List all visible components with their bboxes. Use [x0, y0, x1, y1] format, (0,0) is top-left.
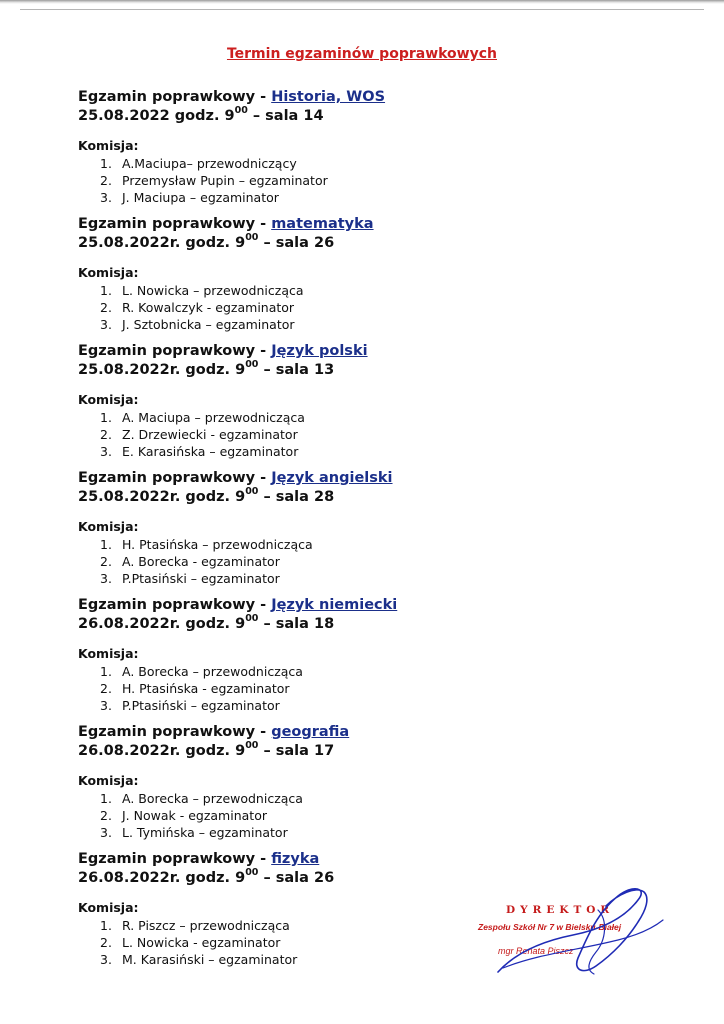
member-name-role: Z. Drzewiecki - egzaminator	[122, 427, 298, 442]
member-name-role: A. Borecka – przewodnicząca	[122, 664, 303, 679]
exam-section	[78, 342, 638, 469]
exam-section	[78, 723, 638, 850]
page-title: Termin egzaminów poprawkowych	[226, 46, 498, 62]
scan-top-edge	[0, 0, 724, 4]
member-number: 2.	[100, 300, 112, 315]
member-name-role: A. Borecka – przewodnicząca	[122, 791, 303, 806]
exam-room: – sala 26	[258, 870, 335, 886]
exam-date: 26.08.2022r. godz. 9	[78, 743, 246, 759]
member-number: 3.	[100, 825, 112, 840]
exam-date-line	[78, 615, 638, 634]
commission-member	[100, 663, 638, 680]
member-number: 3.	[100, 317, 112, 332]
exam-time-minutes: 00	[245, 486, 259, 498]
commission-list	[78, 409, 638, 460]
member-number: 1.	[100, 283, 112, 298]
member-name-role: L. Tymińska – egzaminator	[122, 825, 288, 840]
exam-heading	[78, 723, 638, 742]
exam-prefix: Egzamin poprawkowy -	[78, 470, 272, 486]
member-name-role: A.Maciupa– przewodniczący	[122, 156, 297, 171]
exam-date: 26.08.2022r. godz. 9	[78, 616, 246, 632]
member-name-role: R. Piszcz – przewodnicząca	[122, 918, 290, 933]
exam-date: 25.08.2022r. godz. 9	[78, 362, 246, 378]
exam-time-minutes: 00	[245, 740, 259, 752]
member-number: 1.	[100, 156, 112, 171]
exam-heading	[78, 850, 638, 869]
commission-label: Komisja:	[78, 646, 139, 661]
commission-label: Komisja:	[78, 138, 139, 153]
member-name-role: P.Ptasiński – egzaminator	[122, 698, 280, 713]
commission-member	[100, 807, 638, 824]
member-name-role: A. Maciupa – przewodnicząca	[122, 410, 305, 425]
exam-date-line	[78, 361, 638, 380]
member-name-role: A. Borecka - egzaminator	[122, 554, 280, 569]
exam-prefix: Egzamin poprawkowy -	[78, 851, 272, 867]
exam-date: 25.08.2022 godz. 9	[78, 108, 235, 124]
exam-room: – sala 28	[258, 489, 335, 505]
commission-member	[100, 189, 638, 206]
exam-prefix: Egzamin poprawkowy -	[78, 724, 272, 740]
exam-prefix: Egzamin poprawkowy -	[78, 597, 272, 613]
member-name-role: P.Ptasiński – egzaminator	[122, 571, 280, 586]
commission-member	[100, 697, 638, 714]
member-number: 1.	[100, 791, 112, 806]
commission-member	[100, 536, 638, 553]
exam-room: – sala 26	[258, 235, 335, 251]
exam-heading	[78, 88, 638, 107]
exam-date-line	[78, 742, 638, 761]
exam-time-minutes: 00	[234, 105, 248, 117]
exam-heading	[78, 596, 638, 615]
signature-scribble	[478, 880, 678, 990]
exam-room: – sala 14	[247, 108, 324, 124]
exam-section	[78, 88, 638, 215]
exam-date-line	[78, 107, 638, 126]
member-number: 2.	[100, 173, 112, 188]
commission-member	[100, 172, 638, 189]
commission-label: Komisja:	[78, 519, 139, 534]
member-number: 1.	[100, 664, 112, 679]
member-name-role: L. Nowicka – przewodnicząca	[122, 283, 304, 298]
commission-list	[78, 663, 638, 714]
member-name-role: J. Nowak - egzaminator	[122, 808, 267, 823]
exam-room: – sala 17	[258, 743, 335, 759]
exam-date-line	[78, 234, 638, 253]
commission-label: Komisja:	[78, 265, 139, 280]
exam-time-minutes: 00	[245, 359, 259, 371]
member-number: 1.	[100, 537, 112, 552]
exam-section	[78, 469, 638, 596]
exam-subject: Historia, WOS	[271, 89, 386, 105]
member-number: 2.	[100, 681, 112, 696]
member-number: 1.	[100, 410, 112, 425]
exam-heading	[78, 342, 638, 361]
member-number: 3.	[100, 444, 112, 459]
member-name-role: R. Kowalczyk - egzaminator	[122, 300, 295, 315]
member-name-role: L. Nowicka - egzaminator	[122, 935, 281, 950]
member-number: 3.	[100, 190, 112, 205]
member-name-role: E. Karasińska – egzaminator	[122, 444, 299, 459]
commission-list	[78, 536, 638, 587]
exam-subject: fizyka	[271, 851, 320, 867]
exam-time-minutes: 00	[245, 613, 259, 625]
scan-border-line	[20, 9, 704, 10]
director-stamp	[478, 880, 678, 990]
exam-date: 26.08.2022r. godz. 9	[78, 870, 246, 886]
exam-subject: Język niemiecki	[271, 597, 398, 613]
exam-date: 25.08.2022r. godz. 9	[78, 235, 246, 251]
member-name-role: Przemysław Pupin – egzaminator	[122, 173, 328, 188]
exam-subject: geografia	[271, 724, 350, 740]
commission-label: Komisja:	[78, 900, 139, 915]
commission-list	[78, 282, 638, 333]
exam-prefix: Egzamin poprawkowy -	[78, 216, 272, 232]
commission-member	[100, 443, 638, 460]
member-number: 2.	[100, 427, 112, 442]
exam-room: – sala 13	[258, 362, 335, 378]
commission-member	[100, 155, 638, 172]
exam-date: 25.08.2022r. godz. 9	[78, 489, 246, 505]
exam-room: – sala 18	[258, 616, 335, 632]
stamp-director-name: mgr Renata Piszcz	[498, 946, 574, 956]
stamp-title: DYREKTOR	[506, 904, 615, 916]
member-number: 3.	[100, 698, 112, 713]
exam-prefix: Egzamin poprawkowy -	[78, 89, 272, 105]
commission-label: Komisja:	[78, 392, 139, 407]
exam-time-minutes: 00	[245, 232, 259, 244]
exam-section	[78, 215, 638, 342]
commission-member	[100, 680, 638, 697]
commission-list	[78, 155, 638, 206]
exam-heading	[78, 469, 638, 488]
commission-label: Komisja:	[78, 773, 139, 788]
exam-date-line	[78, 488, 638, 507]
exam-subject: Język polski	[271, 343, 368, 359]
member-number: 3.	[100, 571, 112, 586]
exam-section	[78, 596, 638, 723]
member-name-role: J. Sztobnicka – egzaminator	[122, 317, 295, 332]
commission-member	[100, 409, 638, 426]
stamp-school-name: Zespołu Szkół Nr 7 w Bielsku-Białej	[478, 922, 622, 932]
commission-member	[100, 282, 638, 299]
commission-member	[100, 553, 638, 570]
commission-member	[100, 299, 638, 316]
exam-subject: matematyka	[271, 216, 374, 232]
commission-member	[100, 790, 638, 807]
member-name-role: J. Maciupa – egzaminator	[122, 190, 279, 205]
member-number: 2.	[100, 554, 112, 569]
commission-list	[78, 790, 638, 841]
commission-member	[100, 570, 638, 587]
member-name-role: H. Ptasińska - egzaminator	[122, 681, 290, 696]
commission-member	[100, 426, 638, 443]
member-name-role: H. Ptasińska – przewodnicząca	[122, 537, 313, 552]
commission-member	[100, 824, 638, 841]
member-name-role: M. Karasiński – egzaminator	[122, 952, 298, 967]
exam-list	[78, 88, 638, 977]
member-number: 3.	[100, 952, 112, 967]
exam-prefix: Egzamin poprawkowy -	[78, 343, 272, 359]
member-number: 1.	[100, 918, 112, 933]
member-number: 2.	[100, 935, 112, 950]
exam-subject: Język angielski	[271, 470, 393, 486]
commission-member	[100, 316, 638, 333]
exam-heading	[78, 215, 638, 234]
exam-time-minutes: 00	[245, 867, 259, 879]
member-number: 2.	[100, 808, 112, 823]
